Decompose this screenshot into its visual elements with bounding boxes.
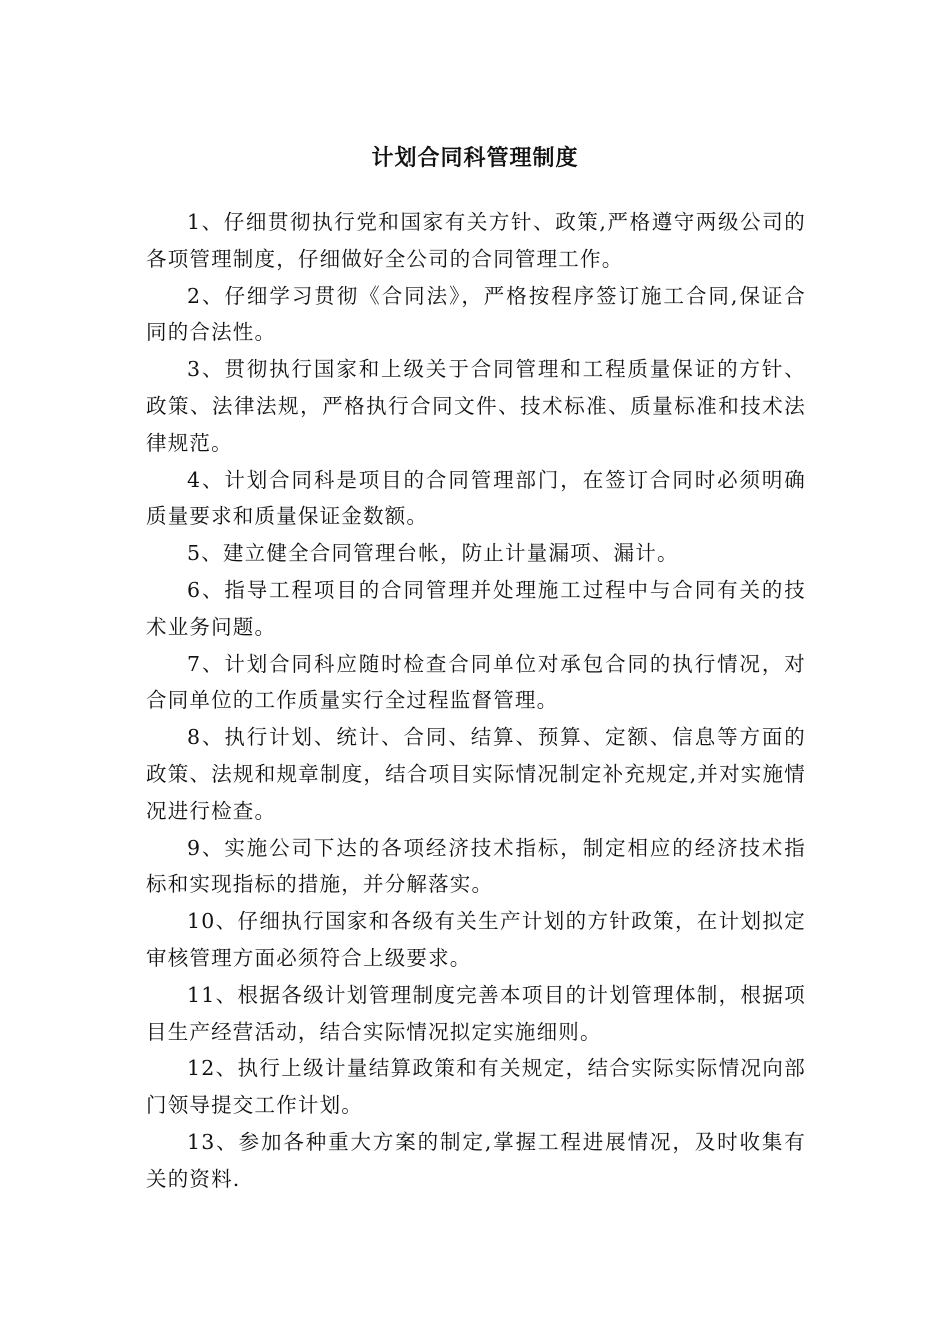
paragraph-10: 10、仔细执行国家和各级有关生产计划的方针政策，在计划拟定审核管理方面必须符合上级要求。 bbox=[146, 909, 806, 970]
paragraph-6: 6、指导工程项目的合同管理并处理施工过程中与合同有关的技术业务问题。 bbox=[146, 577, 806, 639]
paragraph-2: 2、仔细学习贯彻《合同法》，严格按程序签订施工合同,保证合同的合法性。 bbox=[146, 283, 806, 345]
paragraph-8: 8、执行计划、统计、合同、结算、预算、定额、信息等方面的政策、法规和规章制度，结合项目实际情况制定补充规定,并对实施情况进行检查。 bbox=[146, 725, 806, 823]
paragraph-12: 12、执行上级计量结算政策和有关规定，结合实际实际情况向部门领导提交工作计划。 bbox=[146, 1056, 806, 1118]
paragraph-5: 5、建立健全合同管理台帐，防止计量漏项、漏计。 bbox=[187, 541, 679, 566]
paragraph-11: 11、根据各级计划管理制度完善本项目的计划管理体制，根据项目生产经营活动，结合实际情况拟定实施细则。 bbox=[146, 982, 806, 1044]
paragraph-1: 1、仔细贯彻执行党和国家有关方针、政策,严格遵守两级公司的各项管理制度，仔细做好全公司的合同管理工作。 bbox=[146, 210, 806, 271]
paragraph-9: 9、实施公司下达的各项经济技术指标，制定相应的经济技术指标和实现指标的措施，并分解落实。 bbox=[146, 835, 806, 897]
paragraph-7: 7、计划合同科应随时检查合同单位对承包合同的执行情况，对合同单位的工作质量实行全过程监督管理。 bbox=[146, 651, 806, 713]
paragraph-4: 4、计划合同科是项目的合同管理部门，在签订合同时必须明确质量要求和质量保证金数额。 bbox=[146, 467, 806, 529]
document-body bbox=[146, 204, 806, 1198]
document-title: 计划合同科管理制度 bbox=[371, 146, 579, 171]
paragraph-3: 3、贯彻执行国家和上级关于合同管理和工程质量保证的方针、政策、法律法规，严格执行合同文件、技术标准、质量标准和技术法律规范。 bbox=[146, 357, 806, 455]
paragraph-13: 13、参加各种重大方案的制定,掌握工程进展情况，及时收集有关的资料. bbox=[146, 1129, 806, 1191]
